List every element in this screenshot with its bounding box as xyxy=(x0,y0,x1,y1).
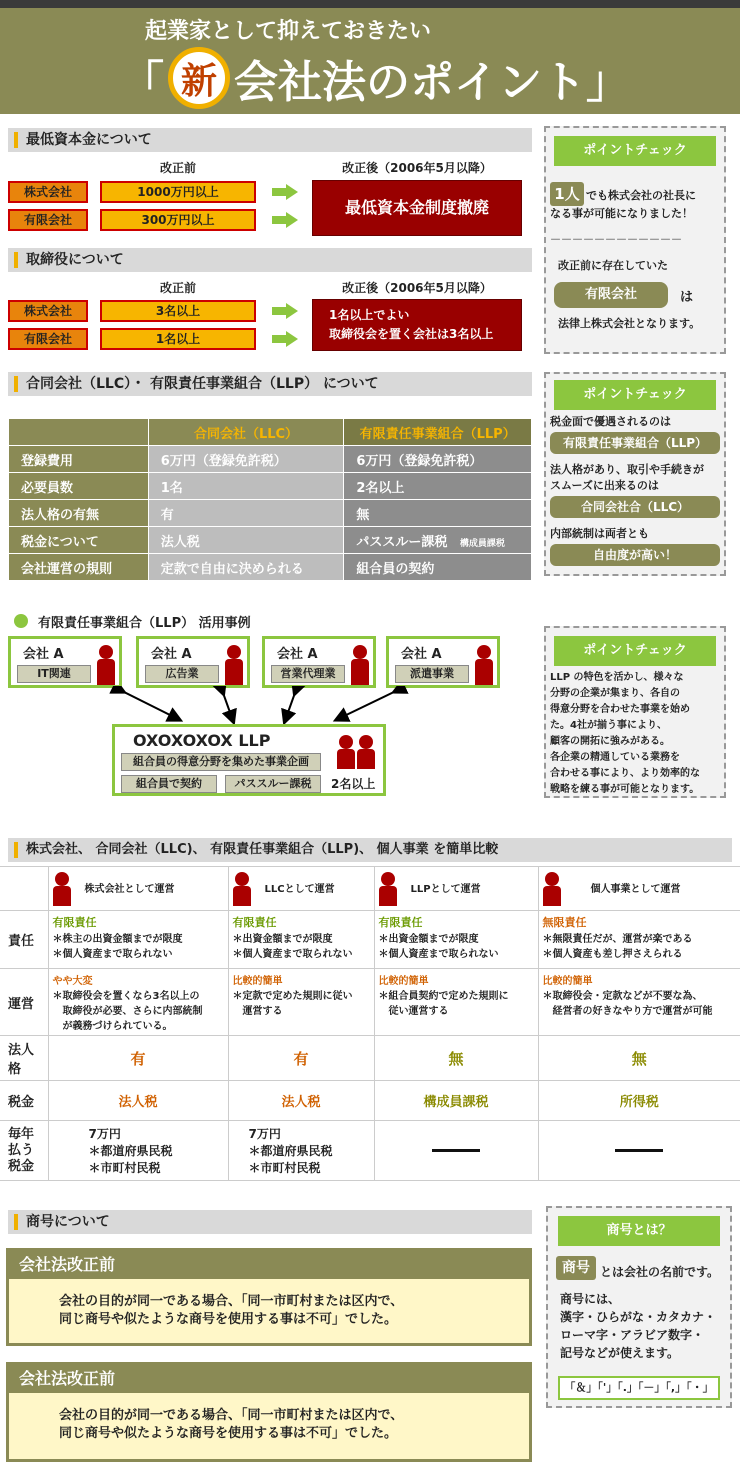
trade-box-1 xyxy=(6,1248,532,1346)
point1-ha: は xyxy=(680,290,694,305)
directors-value-1: 1名以上 xyxy=(100,328,256,350)
llp-card xyxy=(112,724,386,796)
corp-cell: 無 xyxy=(374,1036,538,1081)
annual-cell xyxy=(538,1121,740,1181)
shin-badge: 新 xyxy=(168,47,230,109)
cell-line: ＊市町村民税 xyxy=(88,1161,161,1175)
person-icon xyxy=(379,872,397,906)
llp-tax: パススルー課税 xyxy=(356,534,448,550)
corp-cell: 有 xyxy=(228,1036,374,1081)
point3-line: 各企業の精通している業務を xyxy=(550,752,680,763)
capital-type-1: 有限会社 xyxy=(8,209,88,231)
directors-after-label: 改正後（2006年5月以降） xyxy=(342,281,492,295)
operation-title: 比較的簡単 xyxy=(232,976,283,987)
llc-cell: 法人税 xyxy=(148,527,344,554)
point3-line: 戦略を練る事が可能となります。 xyxy=(550,784,700,795)
compare-col-label: 個人事業として運営 xyxy=(590,883,681,895)
compare-col-header xyxy=(538,867,740,911)
point2-pill2: 合同会社合（LLC） xyxy=(550,496,720,518)
point2-t2: 法人格があり、取引や手続きが xyxy=(550,463,704,476)
top-bar xyxy=(0,0,740,8)
title-text: 会社法のポイント xyxy=(234,57,586,108)
row-label-tax: 税金 xyxy=(0,1081,48,1121)
compare-col-header xyxy=(228,867,374,911)
trade-line: 会社の目的が同一である場合、「同一市町村または区内で、 xyxy=(59,1408,404,1423)
compare-col-label: 株式会社として運営 xyxy=(84,883,175,895)
point-check-head: ポイントチェック xyxy=(554,380,716,410)
llp-tax-note: 構成員課税 xyxy=(459,538,505,549)
point2-t1: 税金面で優遇されるのは xyxy=(550,415,671,428)
arrow-right-icon xyxy=(272,184,298,200)
annual-cell xyxy=(228,1121,374,1181)
annual-cell xyxy=(48,1121,228,1181)
trade-box-2 xyxy=(6,1362,532,1462)
point4-t1: とは会社の名前です。 xyxy=(600,1265,720,1279)
cell-line: 運営する xyxy=(242,1006,283,1017)
company-card xyxy=(136,636,250,688)
cell-line: ＊取締役会・定款などが不要な為、 xyxy=(542,991,703,1002)
point1-text3: 改正前に存在していた xyxy=(558,259,668,272)
capital-value-1: 300万円以上 xyxy=(100,209,256,231)
person-icon xyxy=(543,872,561,906)
person-icon xyxy=(233,872,251,906)
operation-cell xyxy=(228,969,374,1036)
point1-text4: 法律上株式会社となります。 xyxy=(558,317,701,330)
corp-cell: 有 xyxy=(48,1036,228,1081)
row-label: 税金について xyxy=(9,527,149,554)
llc-table-corner xyxy=(9,419,149,446)
yugen-pill: 有限会社 xyxy=(554,282,668,308)
capital-type-0: 株式会社 xyxy=(8,181,88,203)
point4-head: 商号とは？ xyxy=(558,1216,720,1246)
point-check-3 xyxy=(544,626,726,798)
tax-cell: 構成員課税 xyxy=(374,1081,538,1121)
arrow-right-icon xyxy=(272,303,298,319)
point2-t3: スムーズに出来るのは xyxy=(550,479,659,492)
liability-cell xyxy=(374,911,538,969)
cell-line: ＊個人資産まで取られない xyxy=(232,949,353,960)
llp-tag2: パススルー課税 xyxy=(225,775,321,793)
trade-line: 同じ商号や似たような商号を使用する事は不可」でした。 xyxy=(59,1312,398,1327)
trade-line: 同じ商号や似たような商号を使用する事は不可」でした。 xyxy=(59,1426,398,1441)
directors-after-line1: 1名以上でよい xyxy=(329,308,410,322)
banner-title xyxy=(120,46,630,110)
trade-box-head: 会社法改正前 xyxy=(9,1251,529,1279)
llc-cell: 定款で自由に決められる xyxy=(148,554,344,581)
point3-line: 分野の企業が集まり、各自の xyxy=(550,688,680,699)
row-label-corp: 法人格 xyxy=(0,1036,48,1081)
cell-line: ＊市町村民税 xyxy=(248,1161,321,1175)
person-icon xyxy=(351,645,369,685)
company-name: 会社 A xyxy=(401,647,442,662)
trade-box-text xyxy=(9,1279,529,1329)
person-icon xyxy=(225,645,243,685)
llp-cell: 6万円（登録免許税） xyxy=(344,446,532,473)
operation-title: 比較的簡単 xyxy=(378,976,429,987)
cell-line: 取締役が必要、さらに内部統制 xyxy=(62,1006,203,1017)
compare-table xyxy=(0,866,740,1181)
liability-title: 有限責任 xyxy=(52,916,97,929)
row-label-operation: 運営 xyxy=(0,969,48,1036)
tax-cell: 法人税 xyxy=(228,1081,374,1121)
llc-llp-table xyxy=(8,418,532,581)
cell-line: ＊株主の出資金額までが限度 xyxy=(52,934,183,945)
cell-line: ＊個人資産まで取られない xyxy=(378,949,499,960)
capital-value-0: 1000万円以上 xyxy=(100,181,256,203)
tax-cell: 法人税 xyxy=(48,1081,228,1121)
llc-cell: 6万円（登録免許税） xyxy=(148,446,344,473)
trade-box-text xyxy=(9,1393,529,1443)
company-name: 会社 A xyxy=(277,647,318,662)
point1-text2: なる事が可能になりました！ xyxy=(550,207,693,220)
company-tag: 広告業 xyxy=(145,665,219,683)
directors-value-0: 3名以上 xyxy=(100,300,256,322)
capital-after-box: 最低資本金制度撤廃 xyxy=(312,180,522,236)
arrow-right-icon xyxy=(272,212,298,228)
trade-box-head: 会社法改正前 xyxy=(9,1365,529,1393)
compare-corner xyxy=(0,867,48,911)
llc-cell: 有 xyxy=(148,500,344,527)
banner-subtitle: 起業家として抑えておきたい xyxy=(145,19,432,44)
cell-line: ＊都道府県民税 xyxy=(248,1144,333,1158)
point4-line: 記号などが使えます。 xyxy=(560,1346,680,1360)
point4-line: 商号には、 xyxy=(560,1292,621,1306)
compare-heading: 株式会社、 合同会社（LLC)、 有限責任事業組合（LLP)、 個人事業 を簡単比較 xyxy=(8,838,732,862)
annual-cell xyxy=(374,1121,538,1181)
point3-text xyxy=(550,670,700,798)
llp-desc: 組合員の得意分野を集めた事業企画 xyxy=(121,753,321,771)
cell-line: ＊取締役会を置くなら3名以上の xyxy=(52,991,200,1002)
llp-tag1: 組合員で契約 xyxy=(121,775,217,793)
liability-cell xyxy=(228,911,374,969)
point-check-head: ポイントチェック xyxy=(554,636,716,666)
compare-col-header xyxy=(374,867,538,911)
row-label: 会社運営の規則 xyxy=(9,554,149,581)
capital-after-label: 改正後（2006年5月以降） xyxy=(342,161,492,175)
point4-lines xyxy=(560,1290,716,1362)
cell-line: ＊組合員契約で定めた規則に xyxy=(378,991,509,1002)
corp-cell: 無 xyxy=(538,1036,740,1081)
point1-divider: －－－－－－－－－－－－ xyxy=(550,233,682,246)
cell-line: ＊無限責任だが、運営が楽である xyxy=(542,934,693,945)
point-check-1 xyxy=(544,126,726,354)
symbols-box: 「＆」「'」「.」「－」「,」「・」 xyxy=(558,1376,720,1400)
company-card xyxy=(262,636,376,688)
person-icon xyxy=(337,735,355,769)
row-label: 必要員数 xyxy=(9,473,149,500)
point-check-head: ポイントチェック xyxy=(554,136,716,166)
company-card xyxy=(386,636,500,688)
point3-line: た。4社が揃う事により、 xyxy=(550,720,667,731)
llp-name: OXOXOXOX LLP xyxy=(133,731,271,750)
cell-line: 7万円 xyxy=(248,1127,281,1141)
liability-title: 無限責任 xyxy=(542,916,587,929)
cell-line: ＊個人資産も差し押さえられる xyxy=(542,949,683,960)
liability-title: 有限責任 xyxy=(378,916,423,929)
directors-type-0: 株式会社 xyxy=(8,300,88,322)
capital-before-label: 改正前 xyxy=(159,161,196,175)
point-check-2 xyxy=(544,372,726,576)
compare-col-label: LLCとして運営 xyxy=(264,883,335,895)
one-person-pill: 1人 xyxy=(550,182,584,206)
company-name: 会社 A xyxy=(23,647,64,662)
cell-line: 従い運営する xyxy=(388,1006,449,1017)
liability-cell xyxy=(48,911,228,969)
directors-before-label: 改正前 xyxy=(159,281,196,295)
person-icon xyxy=(53,872,71,906)
point4-line: 漢字・ひらがな・カタカナ・ xyxy=(560,1310,717,1324)
llp-cell: 無 xyxy=(344,500,532,527)
directors-heading: 取締役について xyxy=(8,248,532,272)
point3-line: 合わせる事により、より効率的な xyxy=(550,768,700,779)
capital-heading: 最低資本金について xyxy=(8,128,532,152)
directors-type-1: 有限会社 xyxy=(8,328,88,350)
person-icon xyxy=(97,645,115,685)
cell-line: 経営者の好きなやり方で運営が可能 xyxy=(552,1006,713,1017)
cell-line: が義務づけられている。 xyxy=(62,1021,173,1032)
liability-cell xyxy=(538,911,740,969)
bracket-open: 「 xyxy=(120,57,164,108)
row-label-annual: 毎年 払う 税金 xyxy=(0,1121,48,1181)
banner xyxy=(0,8,740,114)
point2-pill3: 自由度が高い！ xyxy=(550,544,720,566)
company-card xyxy=(8,636,122,688)
llp-col-header: 有限責任事業組合（LLP） xyxy=(344,419,532,446)
shogo-pill: 商号 xyxy=(556,1256,596,1280)
llp-cell xyxy=(344,527,532,554)
company-tag: IT関連 xyxy=(17,665,91,683)
llc-heading: 合同会社（LLC）・ 有限責任事業組合（LLP） について xyxy=(8,372,532,396)
company-tag: 派遣事業 xyxy=(395,665,469,683)
cell-line: ＊出資金額までが限度 xyxy=(378,934,479,945)
compare-col-label: LLPとして運営 xyxy=(410,883,481,895)
dash-icon xyxy=(615,1149,663,1152)
compare-col-header xyxy=(48,867,228,911)
company-tag: 営業代理業 xyxy=(271,665,345,683)
cell-line: ＊都道府県民税 xyxy=(88,1144,173,1158)
tax-cell: 所得税 xyxy=(538,1081,740,1121)
dash-icon xyxy=(432,1149,480,1152)
llc-col-header: 合同会社（LLC） xyxy=(148,419,344,446)
row-label-liability: 責任 xyxy=(0,911,48,969)
operation-title: やや大変 xyxy=(52,976,93,987)
case-heading: 有限責任事業組合（LLP） 活用事例 xyxy=(38,616,251,631)
point4-line: ローマ字・アラビア数字・ xyxy=(560,1328,705,1342)
point3-line: 得意分野を合わせた事業を始め xyxy=(550,704,690,715)
cell-line: 7万円 xyxy=(88,1127,121,1141)
person-icon xyxy=(357,735,375,769)
company-name: 会社 A xyxy=(151,647,192,662)
directors-after-box xyxy=(312,299,522,351)
trade-line: 会社の目的が同一である場合、「同一市町村または区内で、 xyxy=(59,1294,404,1309)
liability-title: 有限責任 xyxy=(232,916,277,929)
point2-t4: 内部統制は両者とも xyxy=(550,527,649,540)
llp-cell: 組合員の契約 xyxy=(344,554,532,581)
bullet-dot-icon xyxy=(14,614,28,628)
llc-cell: 1名 xyxy=(148,473,344,500)
cell-line: ＊出資金額までが限度 xyxy=(232,934,333,945)
point3-line: LLP の特色を活かし、様々な xyxy=(550,672,684,683)
cell-line: ＊個人資産まで取られない xyxy=(52,949,173,960)
point-check-4 xyxy=(546,1206,732,1408)
arrow-right-icon xyxy=(272,331,298,347)
row-label: 法人格の有無 xyxy=(9,500,149,527)
llp-members: 2名以上 xyxy=(331,777,376,791)
directors-after-line2: 取締役会を置く会社は3名以上 xyxy=(329,327,494,341)
operation-cell xyxy=(538,969,740,1036)
point3-line: 顧客の開拓に強みがある。 xyxy=(550,736,670,747)
trade-heading: 商号について xyxy=(8,1210,532,1234)
llp-cell: 2名以上 xyxy=(344,473,532,500)
point1-text1: でも株式会社の社長に xyxy=(586,189,696,202)
operation-cell xyxy=(48,969,228,1036)
operation-cell xyxy=(374,969,538,1036)
connector-arrows-icon xyxy=(0,686,540,726)
row-label: 登録費用 xyxy=(9,446,149,473)
point2-pill1: 有限責任事業組合（LLP） xyxy=(550,432,720,454)
cell-line: ＊定款で定めた規則に従い xyxy=(232,991,353,1002)
bracket-close: 」 xyxy=(586,57,630,108)
operation-title: 比較的簡単 xyxy=(542,976,593,987)
person-icon xyxy=(475,645,493,685)
